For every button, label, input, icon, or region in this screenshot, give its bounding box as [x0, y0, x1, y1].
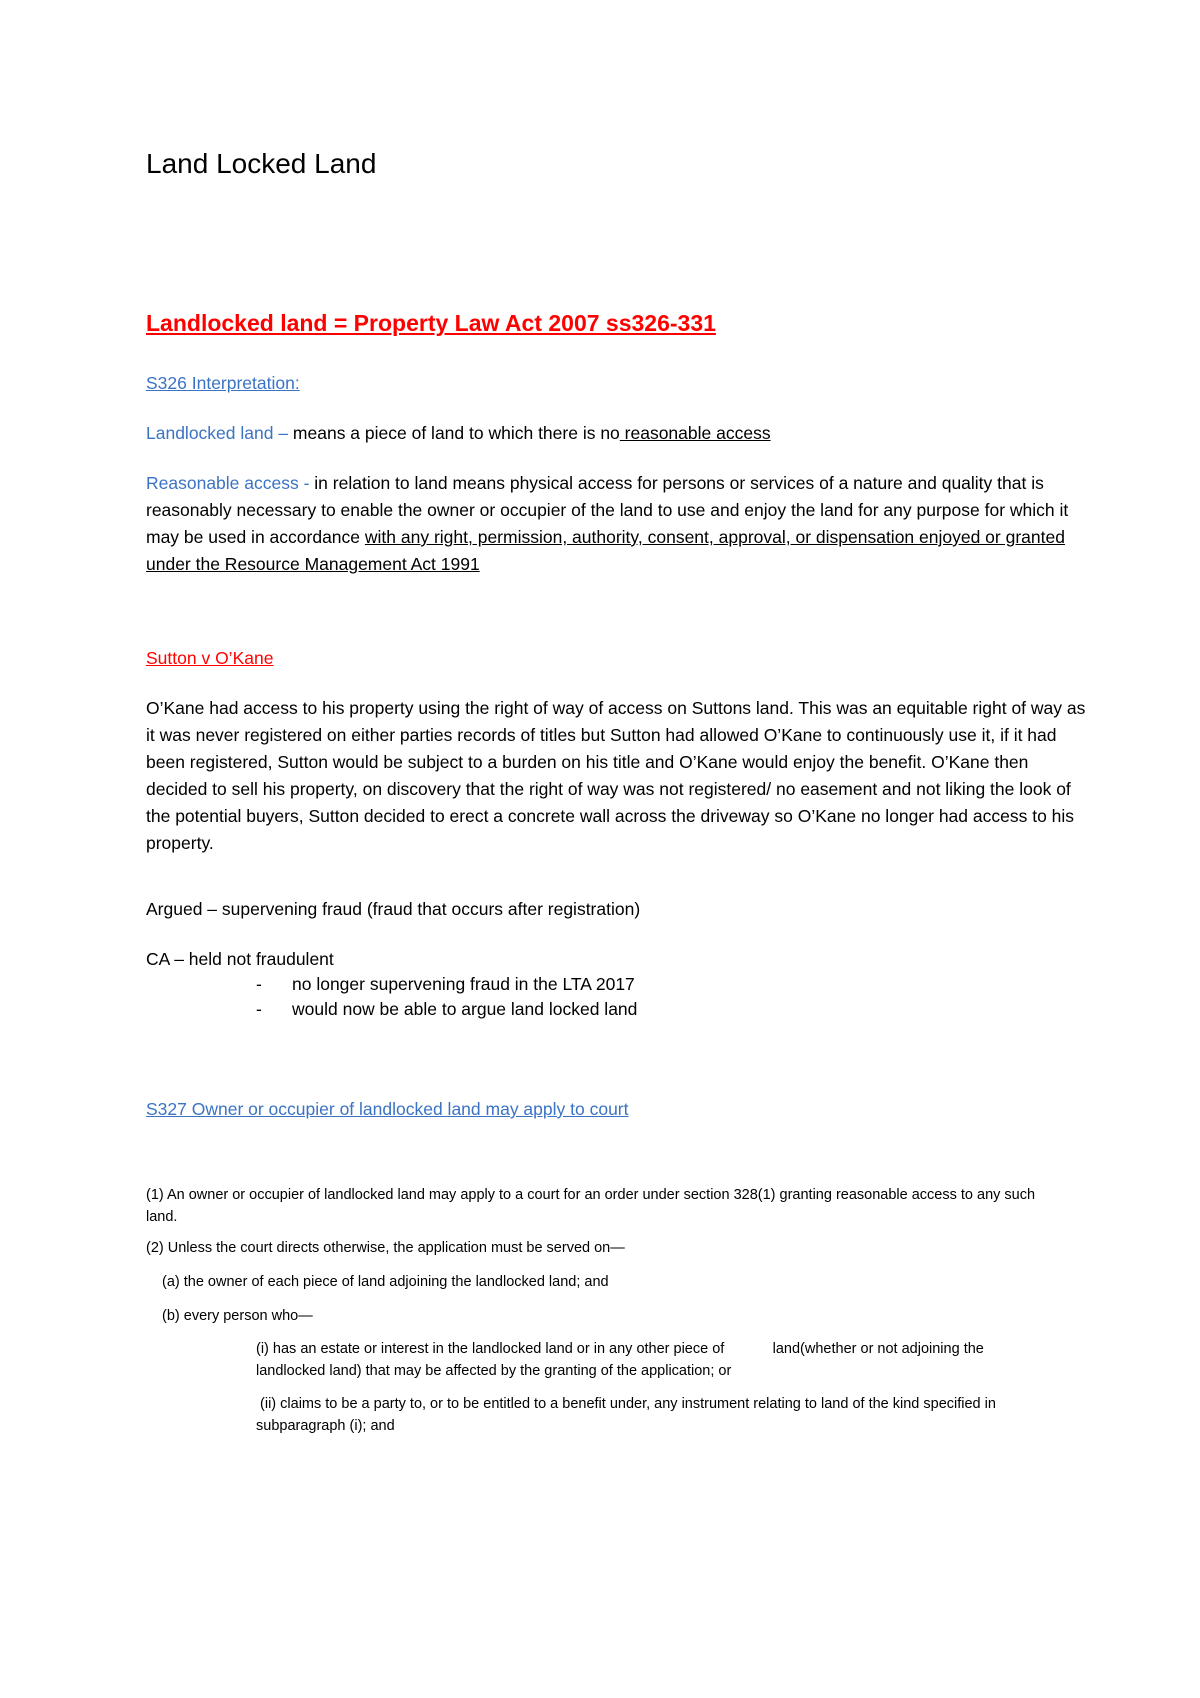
s327-pi: (i) has an estate or interest in the landlocked land or in any other piece of land(whether or not adjoining the landlocked land) that may be affected by the granting of the application; or: [256, 1341, 988, 1379]
s326-heading: S326 Interpretation:: [146, 373, 300, 393]
reasonable-def-text: in relation to land means physical access for persons or services of a nature and quality that is reasonably necessary to enable the owner or occupier of the land to use and enjoy the land for any purpose for which it may be used in accordance: [146, 473, 1069, 547]
case-facts: O’Kane had access to his property using the right of way of access on Suttons land. This was an equitable right of way as it was never registered on either parties records of titles but Sutton had allowed O’Kane to continuously use it, if it had been registered, Sutton would be subject to a burden on his title and O’Kane would enjoy the benefit. O’Kane then decided to sell his property, on discovery that the right of way was not registered/ no easement and not liking the look of the potential buyers, Sutton decided to erect a concrete wall across the driveway so O’Kane no longer had access to his property.: [146, 698, 1086, 853]
bullet-marker: -: [256, 999, 262, 1019]
reasonable-def-underlined: with any right, permission, authority, consent, approval, or dispensation enjoyed or granted under the Resource Management Act 1991: [146, 527, 1065, 574]
reasonable-access-definition: [146, 470, 1086, 578]
s327-pa: (a) the owner of each piece of land adjoining the landlocked land; and: [162, 1274, 609, 1290]
case-argued: Argued – supervening fraud (fraud that occurs after registration): [146, 899, 641, 919]
document-title: Land Locked Land: [146, 148, 377, 179]
main-heading: Landlocked land = Property Law Act 2007 ss326-331: [146, 310, 716, 336]
s327-pii: (ii) claims to be a party to, or to be entitled to a benefit under, any instrument relating to land of the kind specified in subparagraph (i); and: [256, 1396, 1000, 1434]
s327-pb: (b) every person who—: [162, 1308, 313, 1324]
bullet-text: no longer supervening fraud in the LTA 2017: [292, 974, 635, 994]
case-heading: Sutton v O’Kane: [146, 648, 274, 668]
bullet-text: would now be able to argue land locked land: [292, 999, 638, 1019]
s327-p2: (2) Unless the court directs otherwise, the application must be served on—: [146, 1240, 625, 1256]
landlocked-def-text: means a piece of land to which there is no: [292, 423, 620, 443]
case-bullet-1: [256, 971, 635, 998]
reasonable-term: Reasonable access -: [146, 473, 315, 493]
bullet-marker: -: [256, 974, 262, 994]
case-bullet-2: [256, 996, 637, 1023]
landlocked-term: Landlocked land –: [146, 423, 293, 443]
landlocked-definition: [146, 420, 1086, 447]
s327-heading: S327 Owner or occupier of landlocked land may apply to court: [146, 1099, 629, 1119]
case-held: CA – held not fraudulent: [146, 949, 334, 969]
reasonable-access-link: reasonable access: [619, 423, 771, 443]
s327-p1: (1) An owner or occupier of landlocked land may apply to a court for an order under section 328(1) granting reasonable access to any such land.: [146, 1187, 1036, 1225]
